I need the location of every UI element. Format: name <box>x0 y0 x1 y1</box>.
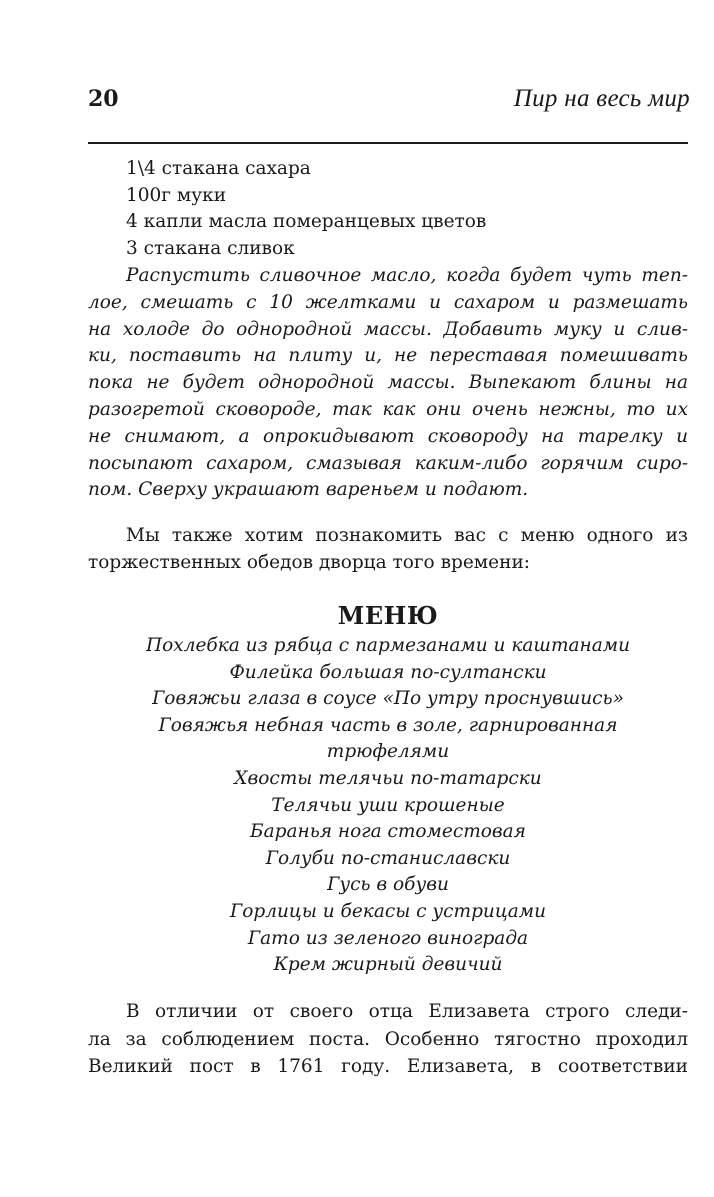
menu-item: Гусь в обуви <box>327 874 449 896</box>
recipe-instructions <box>88 263 688 504</box>
recipe-line: посыпают сахаром, смазывая каким-либо горячим сиро- <box>88 452 688 474</box>
menu-item: Баранья нога стоместовая <box>250 821 526 843</box>
recipe-line: разогретой сковороде, так как они очень нежны, то их <box>88 398 688 420</box>
closing-line: Великий пост в 1761 году. Елизавета, в соответствии <box>88 1056 688 1077</box>
running-title: Пир на весь мир <box>513 85 690 112</box>
ingredient-item: 4 капли масла померанцевых цветов <box>126 211 487 232</box>
menu-item: Горлицы и бекасы с устрицами <box>229 900 547 922</box>
menu-item: Говяжья небная часть в золе, гарнированная <box>158 714 618 736</box>
closing-line: ла за соблюдением поста. Особенно тягостно проходил <box>88 1028 688 1050</box>
menu-item: Хвосты телячьи по-татарски <box>234 767 542 789</box>
closing-paragraph <box>88 998 688 1081</box>
menu-item: Телячьи уши крошеные <box>271 794 505 816</box>
closing-line: В отличии от своего отца Елизавета строго следи- <box>126 1001 688 1022</box>
recipe-line: пом. Сверху украшают вареньем и подают. <box>88 479 529 501</box>
ingredient-item: 100г муки <box>126 184 227 206</box>
menu-item: Похлебка из рябца с пармезанами и каштанами <box>146 635 630 656</box>
recipe-line: Распустить сливочное масло, когда будет чуть теп- <box>126 265 688 286</box>
menu-list <box>88 633 688 979</box>
ingredient-item: 1\4 стакана сахара <box>126 158 311 179</box>
menu-item: Гато из зеленого винограда <box>247 927 529 949</box>
recipe-line: лое, смешать с 10 желтками и сахаром и размешать <box>88 291 688 313</box>
header-rule <box>88 142 688 144</box>
menu-item: Говяжьи глаза в соусе «По утру проснувшись» <box>152 688 624 710</box>
recipe-line: на холоде до однородной массы. Добавить муку и слив- <box>88 318 688 340</box>
menu-item: Филейка большая по-султански <box>229 661 547 683</box>
menu-item: Крем жирный девичий <box>273 954 503 976</box>
page-header <box>88 82 690 116</box>
menu-item: трюфелями <box>326 741 450 763</box>
menu-intro-paragraph <box>88 522 688 576</box>
recipe-line: не снимают, а опрокидывают сковороду на тарелку и <box>88 425 688 447</box>
page-number: 20 <box>88 86 119 112</box>
recipe-line: пока не будет однородной массы. Выпекают блины на <box>88 372 688 394</box>
intro-line: торжественных обедов дворца того времени: <box>88 552 531 573</box>
ingredient-list <box>126 156 686 262</box>
recipe-line: ки, поставить на плиту и, не переставая помешивать <box>88 345 688 367</box>
intro-line: Мы также хотим познакомить вас с меню одного из <box>126 525 688 546</box>
menu-title: МЕНЮ <box>337 601 439 630</box>
menu-item: Голуби по-станиславски <box>265 847 511 869</box>
ingredient-item: 3 стакана сливок <box>126 237 295 259</box>
